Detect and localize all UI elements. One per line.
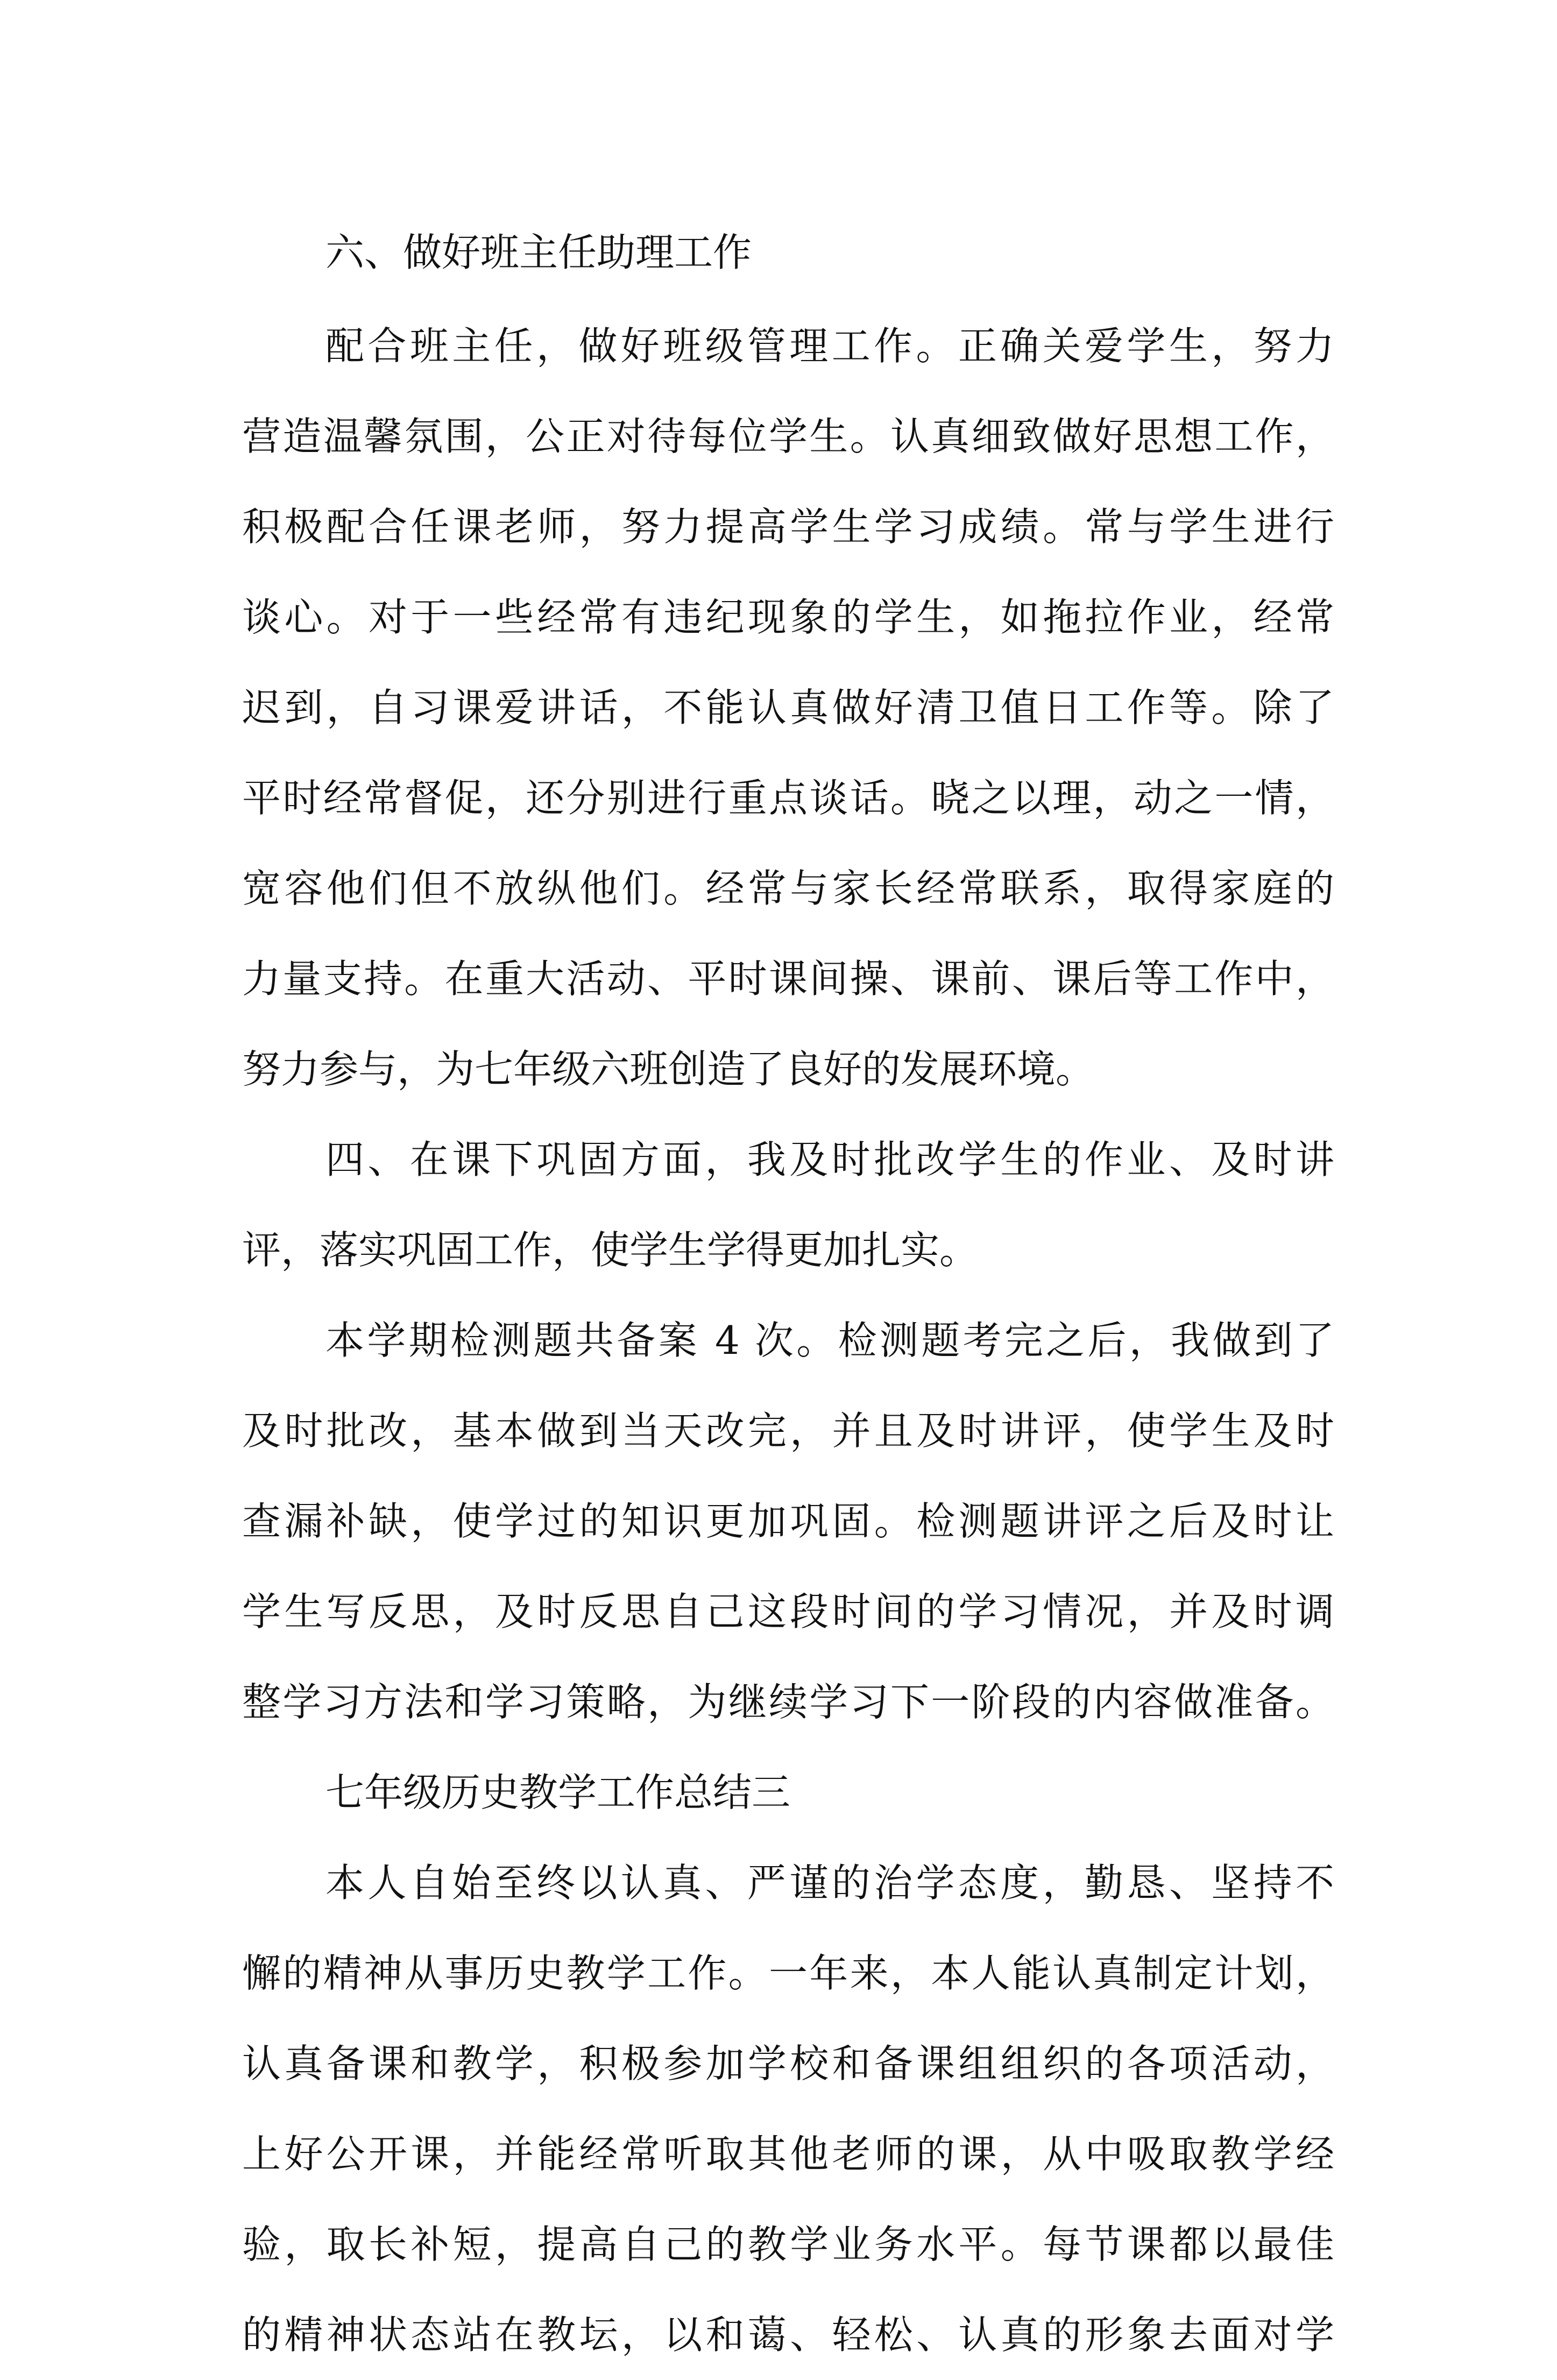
document-page [242,207,1334,2380]
heading-summary-three: 七年级历史教学工作总结三 [325,1770,791,1815]
text-line: 本学期检测题共备案 4 次。检测题考完之后，我做到了 [325,1318,1334,1363]
text-line: 懈的精神从事历史教学工作。一年来，本人能认真制定计划， [242,1951,1334,1996]
text-line: 营造温馨氛围，公正对待每位学生。认真细致做好思想工作， [242,414,1334,459]
heading-class-assistant: 六、做好班主任助理工作 [325,230,752,275]
text-line: 宽容他们但不放纵他们。经常与家长经常联系，取得家庭的 [242,866,1334,911]
text-line: 四、在课下巩固方面，我及时批改学生的作业、及时讲 [325,1137,1334,1182]
text-line: 认真备课和教学，积极参加学校和备课组组织的各项活动， [242,2041,1334,2086]
text-line: 及时批改，基本做到当天改完，并且及时讲评，使学生及时 [242,1408,1334,1453]
text-line: 整学习方法和学习策略，为继续学习下一阶段的内容做准备。 [242,1679,1334,1725]
text-line: 平时经常督促，还分别进行重点谈话。晓之以理，动之一情， [242,775,1334,821]
text-line: 努力参与，为七年级六班创造了良好的发展环境。 [242,1047,1095,1092]
text-line: 谈心。对于一些经常有违纪现象的学生，如拖拉作业，经常 [242,595,1334,640]
text-line: 验，取长补短，提高自己的教学业务水平。每节课都以最佳 [242,2222,1334,2267]
text-line: 学生写反思，及时反思自己这段时间的学习情况，并及时调 [242,1589,1334,1634]
text-line: 力量支持。在重大活动、平时课间操、课前、课后等工作中， [242,956,1334,1001]
text-line: 上好公开课，并能经常听取其他老师的课，从中吸取教学经 [242,2131,1334,2177]
text-line: 本人自始至终以认真、严谨的治学态度，勤恳、坚持不 [325,1860,1334,1905]
text-line: 迟到，自习课爱讲话，不能认真做好清卫值日工作等。除了 [242,685,1334,730]
text-line: 评，落实巩固工作，使学生学得更加扎实。 [242,1227,979,1273]
text-line: 配合班主任，做好班级管理工作。正确关爱学生，努力 [325,323,1334,369]
text-line: 积极配合任课老师，努力提高学生学习成绩。常与学生进行 [242,504,1334,549]
text-line: 的精神状态站在教坛，以和蔼、轻松、认真的形象去面对学 [242,2312,1334,2357]
text-line: 查漏补缺，使学过的知识更加巩固。检测题讲评之后及时让 [242,1499,1334,1544]
